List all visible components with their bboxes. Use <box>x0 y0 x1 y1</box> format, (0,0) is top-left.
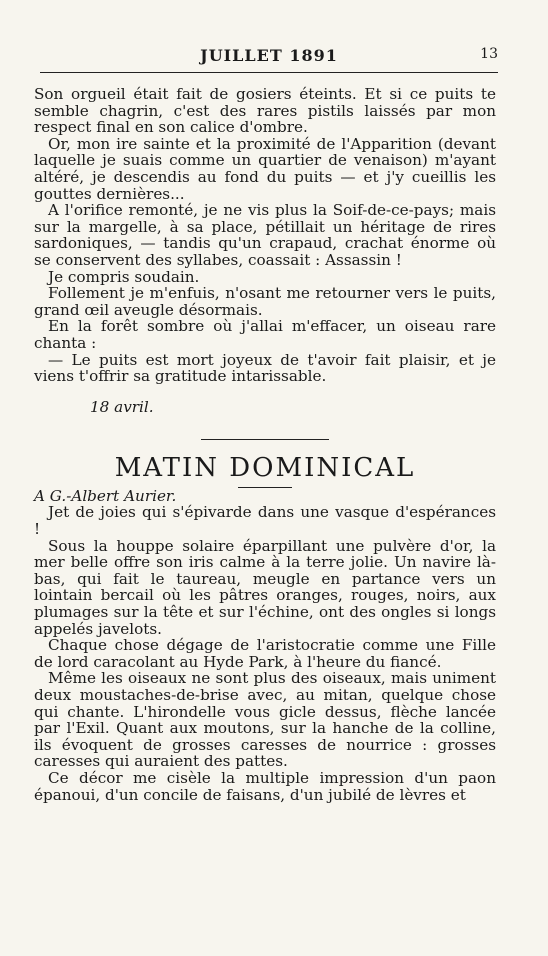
paragraph: Sous la houppe solaire éparpillant une pulvère d'or, la mer belle offre son iris calme à la terre jolie. Un navire là-bas, qui fait le taureau, meugle en partance vers un lointain bercail où les pâtres oranges, rouges, noirs, aux plumages sur la tête et sur l'échine, ont des ongles si longs appelés javelots. <box>34 536 496 638</box>
page-body <box>34 86 496 803</box>
paragraph: Jet de joies qui s'épivarde dans une vasque d'espérances ! <box>34 503 496 539</box>
paragraph: A l'orifice remonté, je ne vis plus la Soif-de-ce-pays; mais sur la margelle, à sa place, pétillait un héritage de rires sardoniques, — tandis qu'un crapaud, crachat énorme où se conservent des syllabes, coassait : Assassin ! <box>34 201 496 269</box>
paragraph: Or, mon ire sainte et la proximité de l'Apparition (devant laquelle je suais comme un quartier de venaison) m'ayant altéré, je descendis au fond du puits — et j'y cueillis les gouttes dernières... <box>34 134 496 203</box>
section-title: MATIN DOMINICAL <box>114 453 416 484</box>
paragraph: Je compris soudain. <box>48 267 200 286</box>
header-rule <box>40 72 498 73</box>
running-header <box>40 46 498 72</box>
paragraph: Chaque chose dégage de l'aristocratie comme une Fille de lord caracolant au Hyde Park, à l'heure du fiancé. <box>34 636 496 671</box>
paragraph: — Le puits est mort joyeux de t'avoir fait plaisir, et je viens t'offrir sa gratitude intarissable. <box>34 350 496 386</box>
paragraph: Ce décor me cisèle la multiple impression d'un paon épanoui, d'un concile de faisans, d'un jubilé de lèvres et <box>34 768 496 804</box>
paragraph: Même les oiseaux ne sont plus des oiseaux, mais uniment deux moustaches-de-brise avec, au mitan, quelque chose qui chante. L'hirondelle vous gicle dessus, flèche lancée par l'Exil. Quant aux moutons, sur la hanche de la colline, ils évoquent de grosses caresses de nourrice : grosses caresses qui auraient des pattes. <box>34 669 496 771</box>
page-number: 13 <box>480 46 498 62</box>
paragraph: Follement je m'enfuis, n'osant me retourner vers le puits, grand œil aveugle désormais. <box>34 284 496 319</box>
running-title: JUILLET 1891 <box>200 46 338 65</box>
dedication: A G.-Albert Aurier. <box>34 486 177 505</box>
paragraph: Son orgueil était fait de gosiers éteints. Et si ce puits te semble chagrin, c'est des rares pistils laissés par mon respect final en son calice d'ombre. <box>34 85 496 137</box>
date-line: 18 avril. <box>90 397 154 416</box>
section-separator <box>201 439 329 440</box>
paragraph: En la forêt sombre où j'allai m'effacer, un oiseau rare chanta : <box>34 317 496 352</box>
